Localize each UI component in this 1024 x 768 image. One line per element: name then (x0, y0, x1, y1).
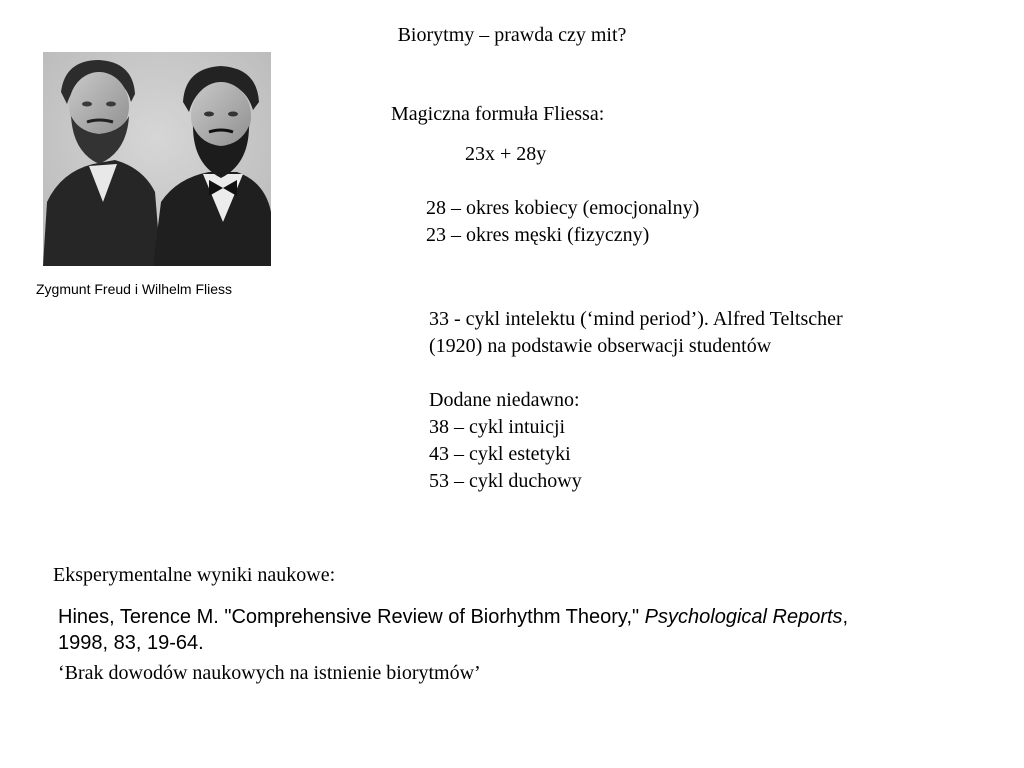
period-male: 23 – okres męski (fizyczny) (426, 224, 650, 246)
intellect-line-2: (1920) na podstawie obserwacji studentów (429, 335, 772, 357)
slide-title: Biorytmy – prawda czy mit? (397, 24, 627, 46)
period-list (426, 195, 699, 249)
period-female: 28 – okres kobiecy (emocjonalny) (426, 197, 700, 219)
experimental-heading: Eksperymentalne wyniki naukowe: (53, 564, 336, 586)
fliess-formula: 23x + 28y (465, 143, 547, 165)
citation-journal: Psychological Reports (644, 606, 843, 628)
photo-caption: Zygmunt Freud i Wilhelm Fliess (36, 281, 233, 297)
citation (58, 604, 848, 656)
formula-heading: Magiczna formuła Fliessa: (391, 103, 605, 125)
recent-heading: Dodane niedawno: (429, 389, 580, 411)
intellect-cycle-note (429, 306, 843, 360)
cycle-intuition: 38 – cykl intuicji (429, 416, 566, 438)
conclusion-quote: ‘Brak dowodów naukowych na istnienie biorytmów’ (58, 662, 481, 684)
intellect-line-1: 33 - cykl intelektu (‘mind period’). Alfred Teltscher (429, 308, 843, 330)
citation-line-1 (58, 604, 848, 630)
citation-authors-title: Hines, Terence M. "Comprehensive Review of Biorhythm Theory," (58, 606, 645, 628)
cycle-spiritual: 53 – cykl duchowy (429, 470, 582, 492)
recent-cycles (429, 387, 582, 495)
citation-comma: , (842, 606, 849, 628)
freud-fliess-photo (43, 52, 271, 266)
cycle-aesthetic: 43 – cykl estetyki (429, 443, 571, 465)
citation-line-2: 1998, 83, 19-64. (58, 632, 204, 654)
